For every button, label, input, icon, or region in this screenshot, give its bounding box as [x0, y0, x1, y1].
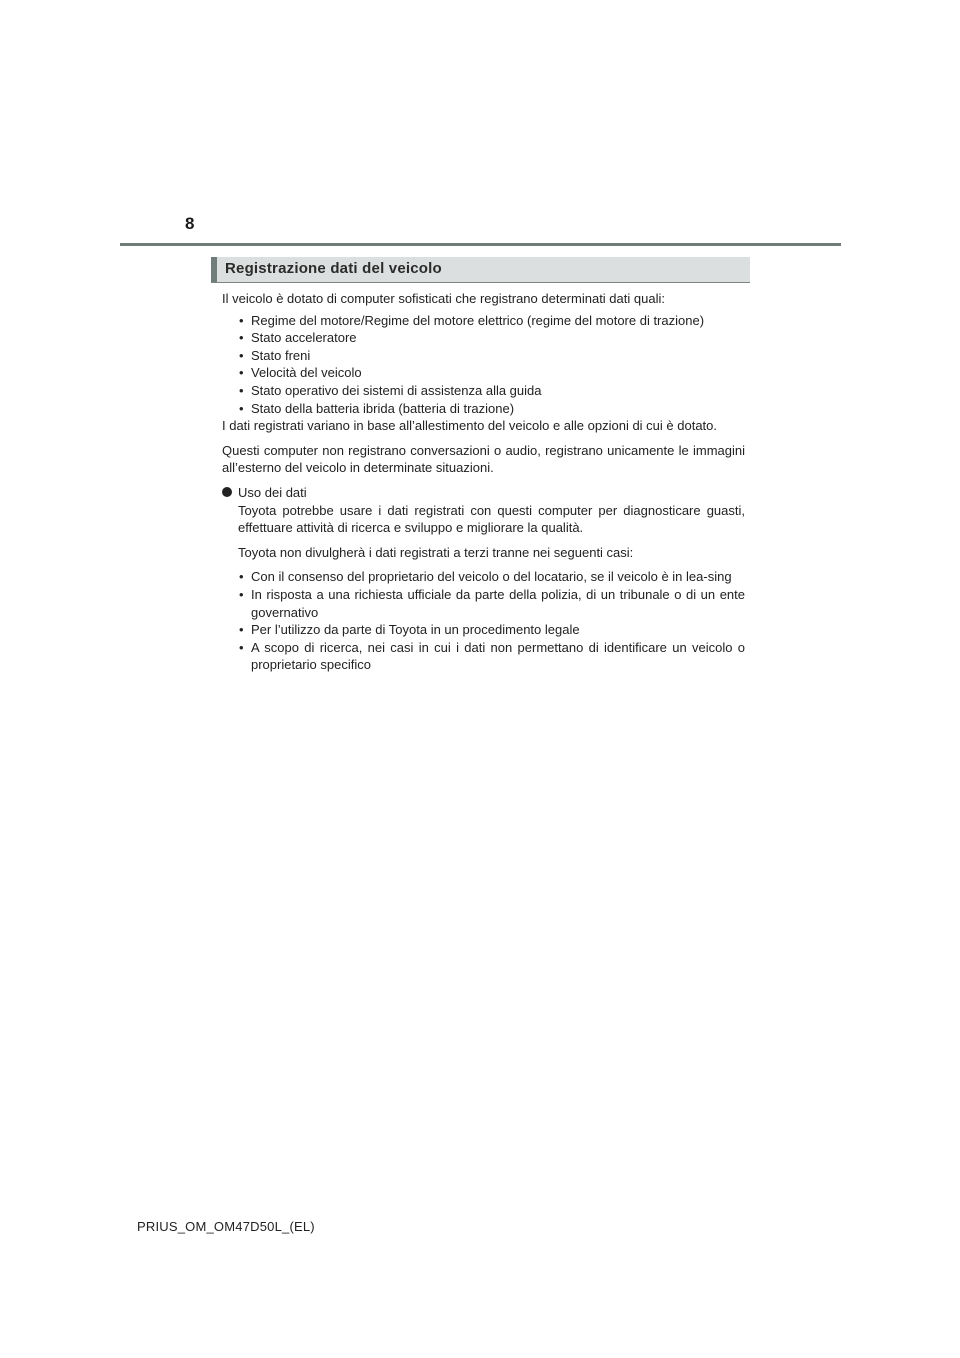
header-rule: [120, 243, 841, 246]
note-no-audio: Questi computer non registrano conversazioni o audio, registrano unicamente le immagini all’esterno del veicolo in determinate situazioni.: [222, 442, 745, 476]
list-item: • Regime del motore/Regime del motore elettrico (regime del motore di trazione): [222, 312, 745, 330]
list-item: • Stato della batteria ibrida (batteria di trazione): [222, 400, 745, 418]
section-heading: [211, 257, 750, 283]
subsection-title: Uso dei dati: [238, 484, 307, 500]
list-item: • In risposta a una richiesta ufficiale da parte della polizia, di un tribunale o di un ente governativo: [238, 586, 745, 621]
list-item: • Stato acceleratore: [222, 329, 745, 347]
subsection-data-use: [222, 484, 745, 674]
list-item: • Per l’utilizzo da parte di Toyota in un procedimento legale: [238, 621, 745, 639]
note-variation: I dati registrati variano in base all’allestimento del veicolo e alle opzioni di cui è dotato.: [222, 418, 718, 434]
section-heading-bar: [211, 257, 217, 282]
disclosure-cases-list: [238, 568, 745, 674]
section-content: [222, 290, 745, 674]
filled-circle-icon: [222, 487, 232, 497]
document-footer-code: PRIUS_OM_OM47D50L_(EL): [137, 1219, 315, 1234]
section-title: Registrazione dati del veicolo: [225, 260, 442, 277]
list-item: • Stato freni: [222, 347, 745, 365]
list-item: • Con il consenso del proprietario del veicolo o del locatario, se il veicolo è in lea-sing: [238, 568, 745, 586]
page-number: 8: [185, 214, 195, 233]
intro-text: Il veicolo è dotato di computer sofisticati che registrano determinati dati quali:: [222, 291, 665, 306]
subsection-para-usage: Toyota potrebbe usare i dati registrati con questi computer per diagnosticare guasti, effettuare attività di ricerca e sviluppo e migliorare la qualità.: [238, 502, 745, 536]
list-item: • Stato operativo dei sistemi di assistenza alla guida: [222, 382, 745, 400]
recorded-data-list: [222, 312, 745, 418]
subsection-para-disclosure: Toyota non divulgherà i dati registrati a terzi tranne nei seguenti casi:: [238, 544, 634, 560]
list-item: • Velocità del veicolo: [222, 364, 745, 382]
list-item: • A scopo di ricerca, nei casi in cui i dati non permettano di identificare un veicolo o proprietario specifico: [238, 639, 745, 674]
